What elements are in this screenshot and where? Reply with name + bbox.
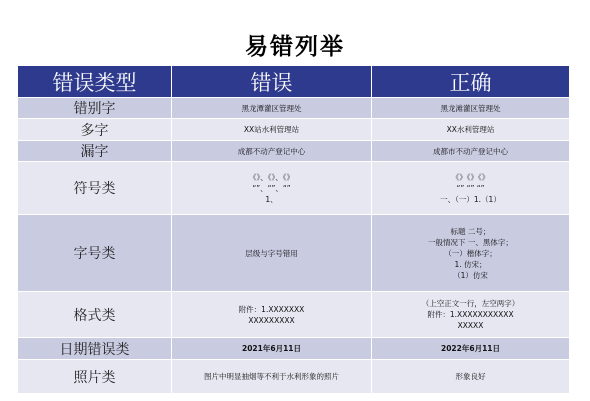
table-row <box>18 162 570 215</box>
table-row <box>18 119 570 141</box>
row-right <box>372 162 570 215</box>
row-right <box>372 360 570 394</box>
cell-line: XXXXXXXXX <box>248 315 295 325</box>
cell-line: 附件：1.XXXXXXX <box>238 304 305 314</box>
cell-line: “” “” “” <box>456 183 485 193</box>
cell-line: 图片中明显抽烟等不利于水利形象的照片 <box>204 372 339 381</box>
row-type: 字号类 <box>18 215 172 292</box>
table-row <box>18 338 570 360</box>
row-type: 多字 <box>18 119 172 141</box>
row-wrong <box>172 360 372 394</box>
row-wrong <box>172 215 372 292</box>
row-wrong <box>172 98 372 119</box>
row-type: 日期错误类 <box>18 338 172 360</box>
cell-line: 1、 <box>265 194 278 204</box>
row-wrong <box>172 162 372 215</box>
row-wrong <box>172 292 372 338</box>
cell-line: 成都市不动产登记中心 <box>433 146 508 156</box>
row-type: 错别字 <box>18 98 172 119</box>
table-header-row <box>18 66 570 98</box>
header-error-type: 错误类型 <box>18 66 172 98</box>
cell-line: 一、（一）1.（1） <box>440 194 501 204</box>
table-row <box>18 292 570 338</box>
cell-line: （1）仿宋 <box>453 270 488 280</box>
cell-line: XXXXX <box>457 321 484 330</box>
cell-line: 《》、《》、《》 <box>249 172 294 182</box>
cell-line: 成都不动产登记中心 <box>237 146 306 156</box>
cell-line: 黑龙滩灌区管理处 <box>440 103 501 113</box>
cell-line: 黑龙潭灌区管理处 <box>241 103 302 113</box>
cell-line: “”、“”、“” <box>252 183 291 193</box>
header-wrong: 错误 <box>172 66 372 98</box>
row-wrong <box>172 119 372 141</box>
cell-line: （一）楷体字； <box>444 248 497 258</box>
cell-line: 1. 仿宋； <box>454 259 487 269</box>
cell-line: XX水利管理站 <box>446 125 495 134</box>
row-right <box>372 215 570 292</box>
row-right <box>372 119 570 141</box>
table-row <box>18 360 570 394</box>
cell-line: 形象良好 <box>455 372 486 381</box>
cell-line: XX站水利管理站 <box>243 125 300 134</box>
row-right <box>372 98 570 119</box>
row-wrong <box>172 338 372 360</box>
row-right <box>372 338 570 360</box>
table-row <box>18 215 570 292</box>
row-type: 照片类 <box>18 360 172 394</box>
cell-line: 《》《》《》 <box>451 172 490 182</box>
cell-line: 2021年6月11日 <box>241 344 302 353</box>
row-type: 格式类 <box>18 292 172 338</box>
cell-line: 一般情况下 一、黑体字； <box>428 237 513 247</box>
cell-line: 2022年6月11日 <box>440 344 501 353</box>
cell-line: 层级与字号错用 <box>245 248 298 258</box>
row-right <box>372 141 570 162</box>
table-row <box>18 98 570 119</box>
page-title: 易错列举 <box>245 33 345 60</box>
header-right: 正确 <box>372 66 570 98</box>
cell-line: 附件：1.XXXXXXXXXXX <box>427 310 514 319</box>
row-right <box>372 292 570 338</box>
cell-line: （上空正文一行，左空两字） <box>421 299 520 308</box>
error-examples-table <box>17 65 570 394</box>
row-type: 符号类 <box>18 162 172 215</box>
cell-line: 标题 二号； <box>450 226 491 236</box>
row-type: 漏字 <box>18 141 172 162</box>
row-wrong <box>172 141 372 162</box>
table-row <box>18 141 570 162</box>
